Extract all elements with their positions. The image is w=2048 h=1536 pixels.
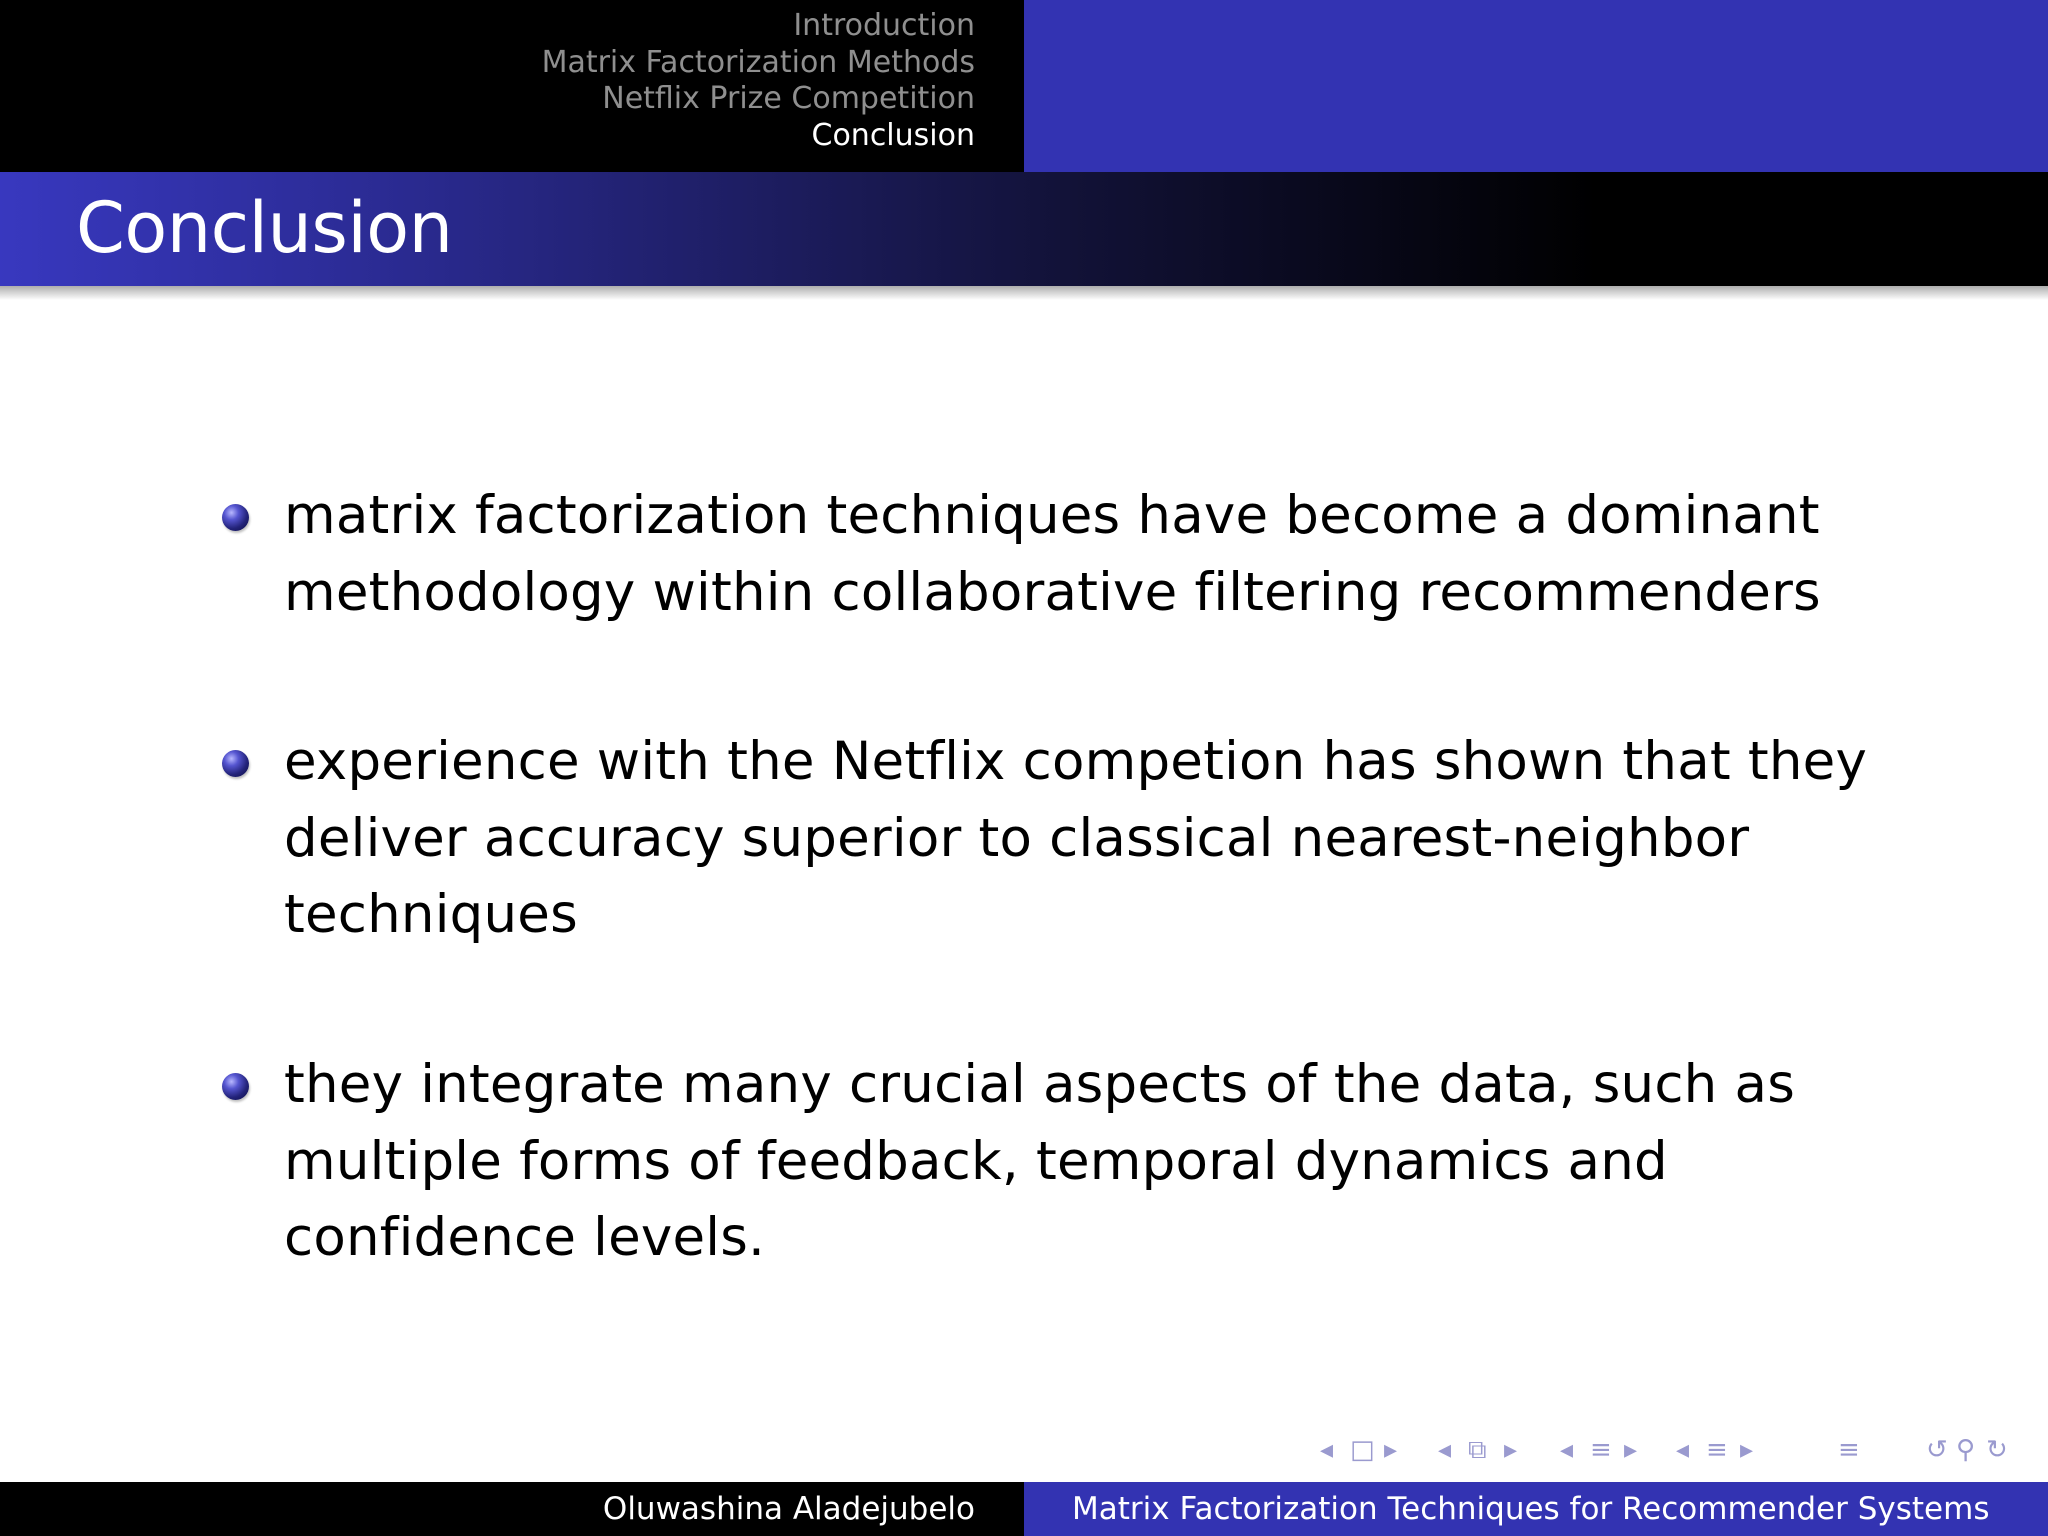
next-slide-arrow-icon[interactable]: ▸ (1384, 1435, 1398, 1465)
search-icon[interactable]: ⚲ (1956, 1435, 1976, 1465)
nav-section-introduction[interactable]: Introduction (793, 8, 975, 43)
footer-right (1024, 1482, 2048, 1536)
title-bar-shadow (0, 286, 2048, 300)
frame-title: Conclusion (76, 187, 453, 269)
frame-stack-icon[interactable]: ⧉ (1468, 1435, 1487, 1465)
slide-box-icon[interactable]: □ (1350, 1435, 1375, 1465)
next-subsection-arrow-icon[interactable]: ▸ (1624, 1435, 1638, 1465)
prev-section-arrow-icon[interactable]: ◂ (1676, 1435, 1690, 1465)
prev-slide-arrow-icon[interactable]: ◂ (1320, 1435, 1334, 1465)
nav-section-matrix-factorization-methods[interactable]: Matrix Factorization Methods (541, 44, 975, 80)
bullet-ball-icon (222, 504, 249, 531)
header-nav-right (1024, 0, 2048, 172)
forward-arrow-icon[interactable]: ↻ (1986, 1435, 2008, 1465)
section-lines-icon[interactable]: ≡ (1706, 1435, 1728, 1465)
next-section-arrow-icon[interactable]: ▸ (1740, 1435, 1754, 1465)
prev-frame-arrow-icon[interactable]: ◂ (1438, 1435, 1452, 1465)
footer-presentation-title: Matrix Factorization Techniques for Recommender Systems (1072, 1491, 1990, 1527)
bullet-text: matrix factorization techniques have become a dominant methodology within collaborative filtering recommenders (284, 485, 1821, 623)
bullet-text: experience with the Netflix competion has shown that they deliver accuracy superior to classical nearest-neighbor techniques (284, 731, 1868, 945)
header-nav-left (0, 0, 1024, 172)
subsection-lines-icon[interactable]: ≡ (1590, 1435, 1612, 1465)
navigation-symbols (1320, 1432, 2032, 1472)
prev-subsection-arrow-icon[interactable]: ◂ (1560, 1435, 1574, 1465)
nav-section-netflix-prize-competition[interactable]: Netflix Prize Competition (602, 81, 975, 116)
footer-left (0, 1482, 1024, 1536)
bullet-ball-icon (222, 750, 249, 777)
bullet-text: they integrate many crucial aspects of the data, such as multiple forms of feedback, temporal dynamics and confidence levels. (284, 1054, 1796, 1268)
footer-author: Oluwashina Aladejubelo (602, 1491, 975, 1527)
appendix-lines-icon[interactable]: ≡ (1838, 1435, 1860, 1465)
section-nav-list (542, 8, 975, 154)
next-frame-arrow-icon[interactable]: ▸ (1504, 1435, 1518, 1465)
back-arrow-icon[interactable]: ↺ (1926, 1435, 1948, 1465)
bullet-ball-icon (222, 1073, 249, 1100)
nav-section-conclusion[interactable]: Conclusion (811, 117, 975, 153)
